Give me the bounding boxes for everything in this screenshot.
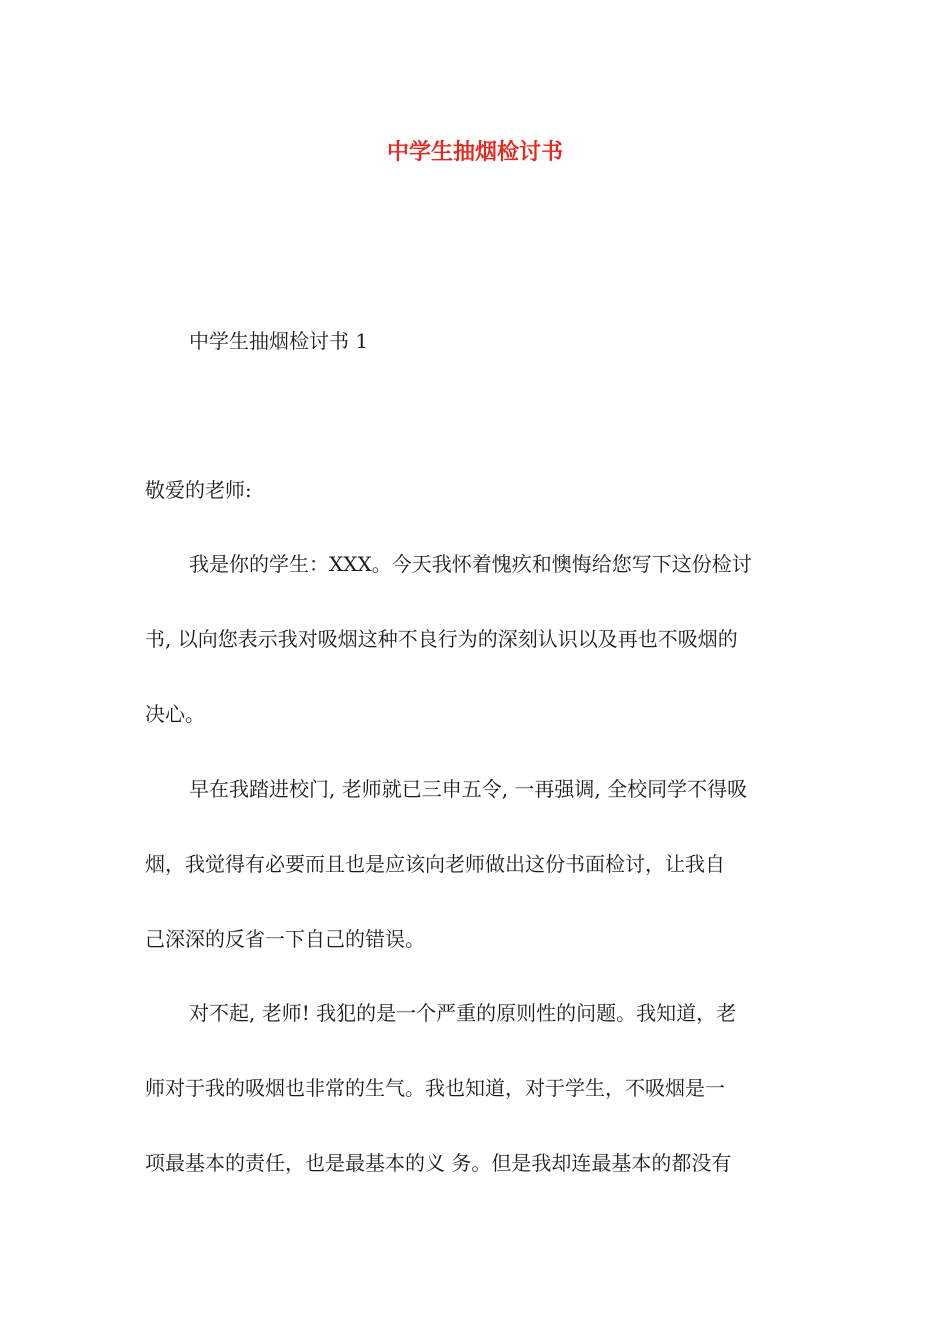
paragraph-2-line-3: 己深深的反省一下自己的错误。: [145, 927, 425, 951]
paragraph-2-line-1: 早在我踏进校门, 老师就已三申五令, 一再强调, 全校同学不得吸: [189, 777, 748, 801]
paragraph-3-line-3: 项最基本的责任，也是最基本的义 务。但是我却连最基本的都没有: [145, 1151, 732, 1175]
paragraph-1-line-1: 我是你的学生：XXX。今天我怀着愧疚和懊悔给您写下这份检讨: [189, 552, 752, 576]
paragraph-1-line-2: 书, 以向您表示我对吸烟这种不良行为的深刻认识以及再也不吸烟的: [145, 627, 738, 651]
document-title: 中学生抽烟检讨书: [386, 139, 563, 165]
section-heading: 中学生抽烟检讨书 1: [189, 329, 369, 353]
paragraph-3-line-2: 师对于我的吸烟也非常的生气。我也知道，对于学生，不吸烟是一: [145, 1076, 725, 1100]
paragraph-3-line-1: 对不起, 老师! 我犯的是一个严重的原则性的问题。我知道，老: [189, 1001, 737, 1025]
paragraph-2-line-2: 烟，我觉得有必要而且也是应该向老师做出这份书面检讨，让我自: [145, 852, 725, 876]
salutation: 敬爱的老师:: [145, 478, 252, 502]
paragraph-1-line-3: 决心。: [145, 702, 205, 726]
